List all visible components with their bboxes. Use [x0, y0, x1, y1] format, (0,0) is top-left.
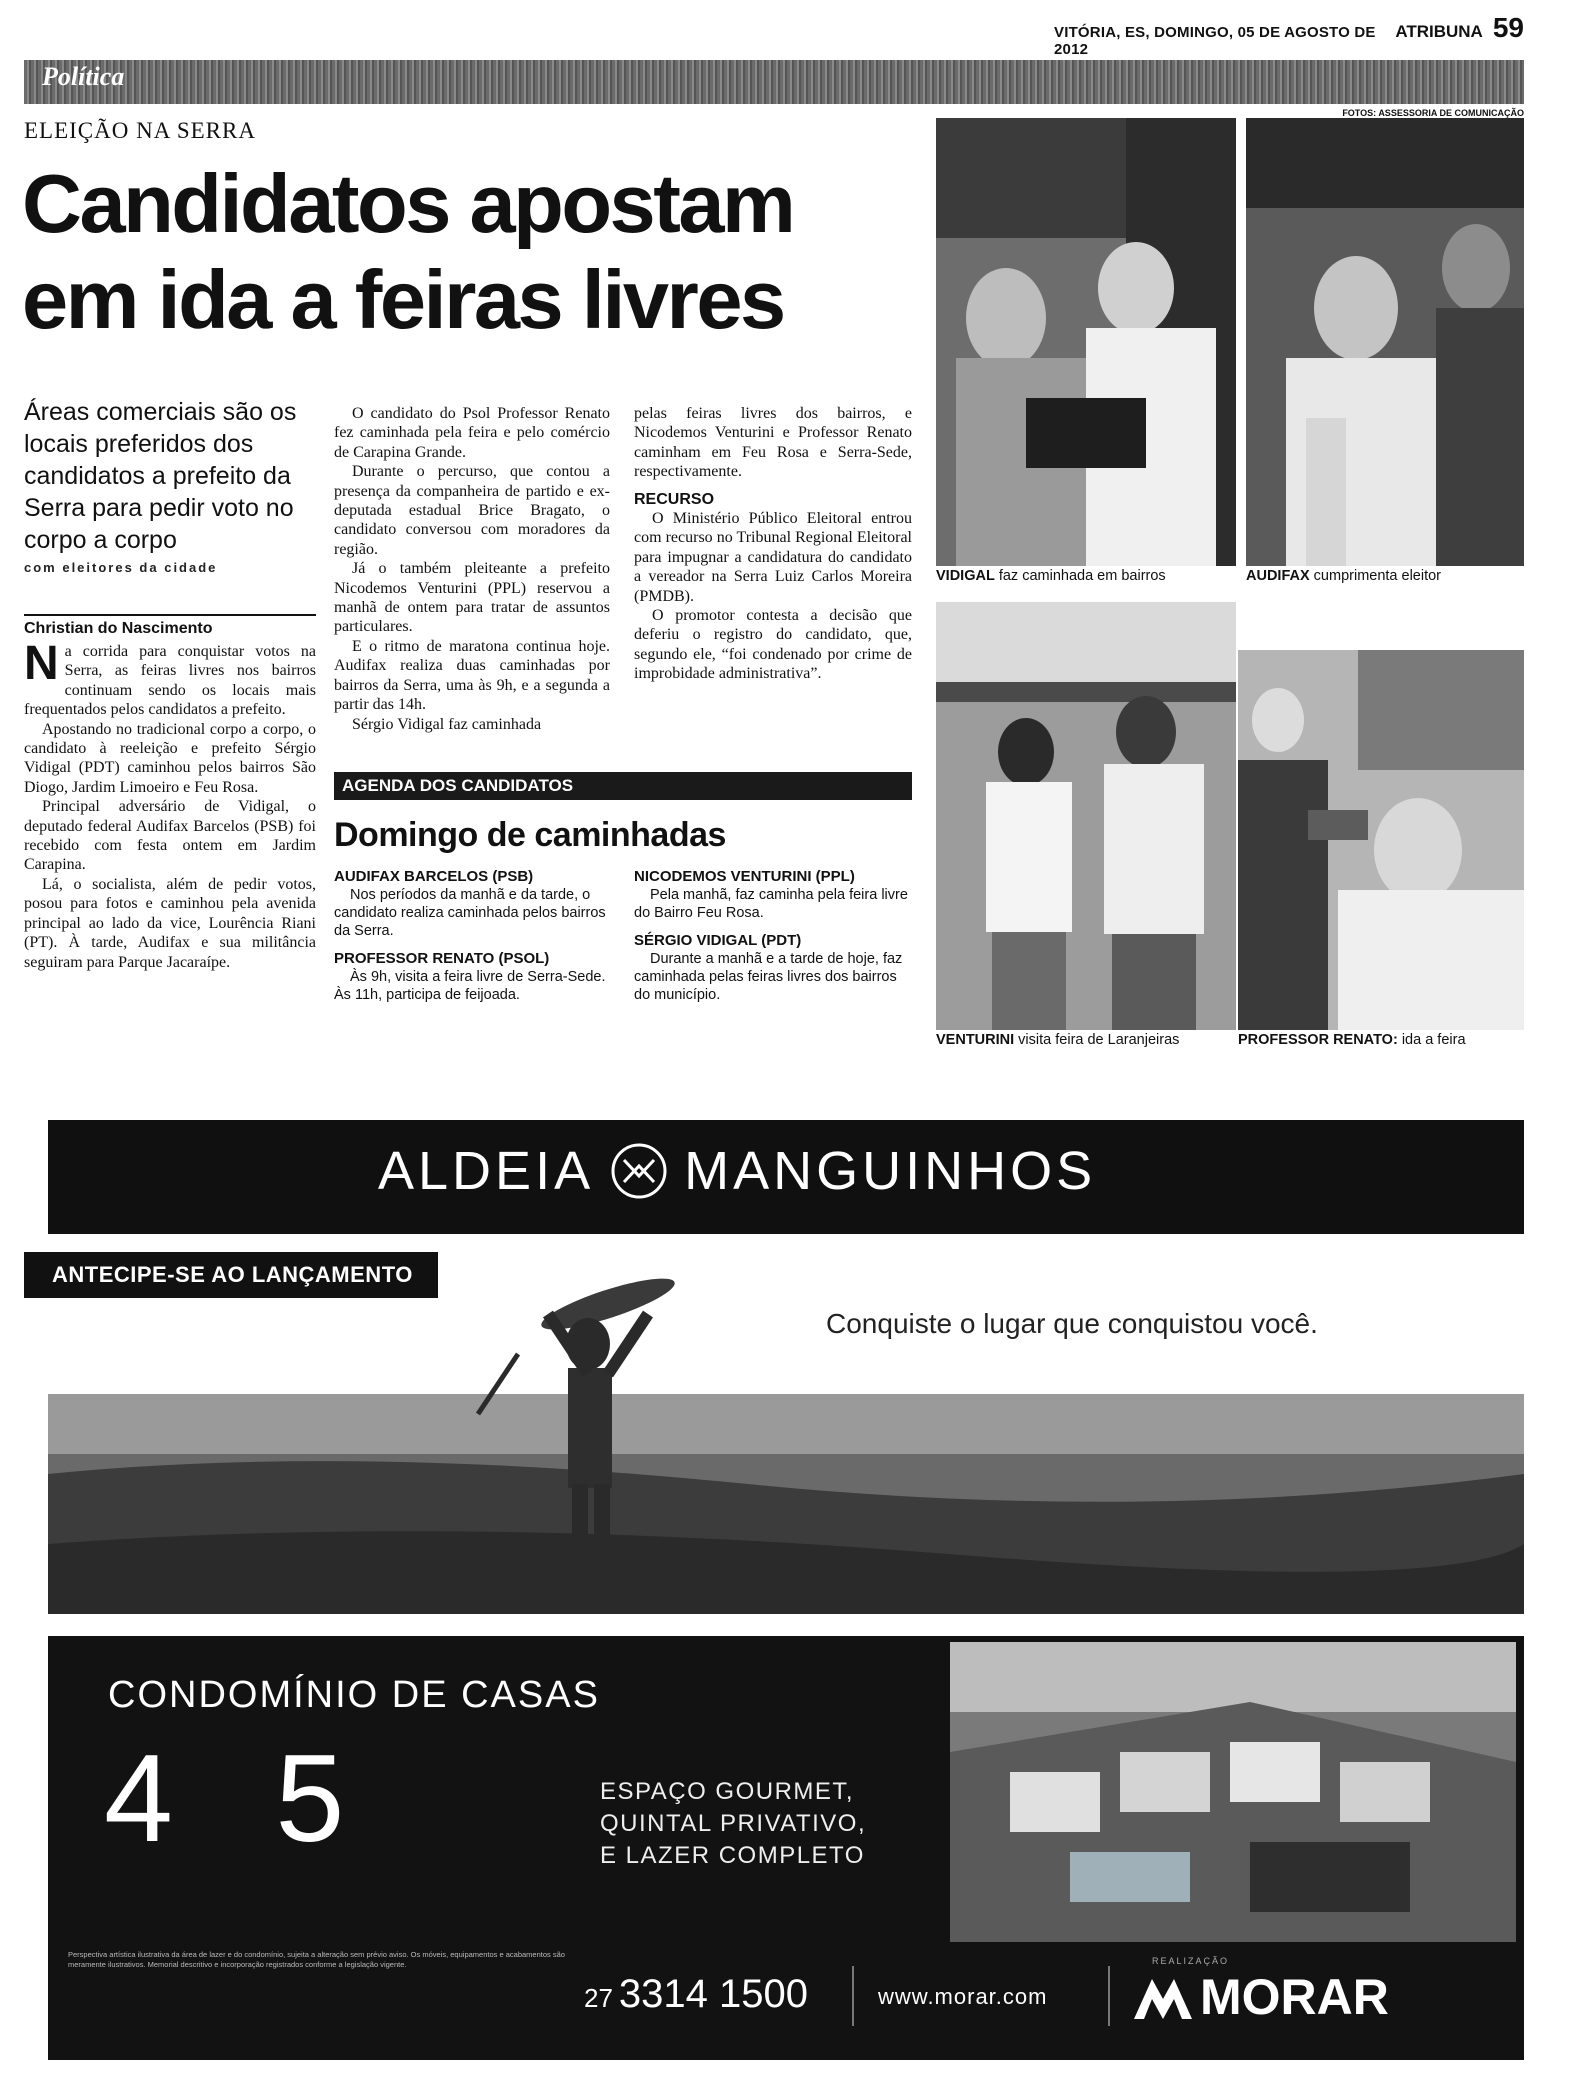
article-headline [22, 156, 942, 348]
ad-divider [1108, 1966, 1110, 2026]
ad-features [600, 1776, 866, 1872]
article-byline: Christian do Nascimento [24, 614, 316, 638]
agenda-text: Nos períodos da manhã e da tarde, o candidato realiza caminhada pelos bairros da Serra. [334, 887, 606, 939]
agenda-candidate: NICODEMOS VENTURINI (PPL) [634, 868, 855, 885]
paragraph: pelas feiras livres dos bairros, e Nicodemos Venturini e Professor Renato caminham em Feu Rosa e Serra-Sede, respectivamente. [634, 405, 912, 481]
agenda-text: Durante a manhã e a tarde de hoje, faz caminhada pelas feiras livres dos bairros do município. [634, 951, 903, 1003]
drop-cap: N [24, 637, 59, 690]
subheading: RECURSO [634, 490, 715, 508]
ad-builder-logo [1134, 1968, 1389, 2026]
photo-renato [1238, 650, 1524, 1030]
ad-builder-name: MORAR [1200, 1969, 1389, 2025]
photo-caption: PROFESSOR RENATO: ida a feira [1238, 1032, 1466, 1048]
ad-tag: ANTECIPE-SE AO LANÇAMENTO [24, 1252, 438, 1298]
agenda-item [634, 932, 912, 1004]
newspaper-name: ATRIBUNA [1395, 22, 1483, 41]
ad-bottom-panel [48, 1636, 1524, 2060]
paragraph: Principal adversário de Vidigal, o deputado federal Audifax Barcelos (PSB) foi recebido com festa ontem em Jardim Carapina. [24, 798, 316, 874]
headline-line-2: em ida a feiras livres [22, 253, 784, 346]
agenda-item [334, 950, 610, 1004]
ad-photo [48, 1244, 1524, 1614]
page-header [1054, 12, 1524, 58]
agenda-item [334, 868, 610, 940]
agenda-text: Pela manhã, faz caminha pela feira livre do Bairro Feu Rosa. [634, 887, 908, 921]
section-name: Política [42, 62, 125, 91]
article-column-2 [334, 404, 610, 734]
page-number: 59 [1492, 12, 1524, 43]
article-deck: Áreas comerciais são os locais preferidos dos candidatos a prefeito da Serra para pedir voto no corpo a corpo [24, 398, 297, 554]
ad-divider [852, 1966, 854, 2026]
paragraph: Apostando no tradicional corpo a corpo, o candidato à reeleição e prefeito Sérgio Vidigal (PDT) caminhou pelos bairros São Diogo, Jardim Limoeiro e Feu Rosa. [24, 720, 316, 796]
ad-fine-print: Perspectiva artística ilustrativa da área de lazer e do condomínio, sujeita a alteração sem prévio aviso. Os móveis, equipamentos e acabamentos são meramente ilustrativos. Memorial descritivo e incorporação registrados conforme a legislação vigente. [68, 1950, 565, 1969]
ad-bedrooms-number: 4 5 [104, 1730, 379, 1868]
ad-brand-left: ALDEIA [378, 1141, 595, 1201]
ad-phone [584, 1972, 808, 2017]
paragraph: Lá, o socialista, além de pedir votos, posou para fotos e caminhou pela avenida principal ao lado da vice, Lourência Riani (PT). À tarde, Audifax e sua militância seguiram para Parque Jacaraípe. [24, 875, 316, 971]
agenda-column-left [334, 868, 610, 1014]
paragraph: E o ritmo de maratona continua hoje. Audifax realiza duas caminhadas por bairros da Serra, uma às 9h, e a segunda a partir das 14h. [334, 637, 610, 714]
paragraph: Durante o percurso, que contou a presença da companheira de partido e ex-deputada estadual Brice Bragato, o candidato conversou com moradores da região. [334, 463, 610, 558]
headline-line-1: Candidatos apostam [22, 157, 794, 250]
photo-caption: VENTURINI visita feira de Laranjeiras [936, 1032, 1180, 1048]
agenda-item [634, 868, 912, 922]
agenda-candidate: SÉRGIO VIDIGAL (PDT) [634, 932, 802, 949]
paragraph: O candidato do Psol Professor Renato fez caminhada pela feira e pelo comércio de Carapina Grande. [334, 405, 610, 461]
photo-renato-image [1238, 650, 1524, 1030]
agenda-candidate: AUDIFAX BARCELOS (PSB) [334, 868, 534, 885]
photo-vidigal [936, 118, 1236, 566]
article-deck-tail: com eleitores da cidade [24, 560, 218, 575]
ad-slogan: Conquiste o lugar que conquistou você. [826, 1308, 1318, 1339]
article-kicker: ELEIÇÃO NA SERRA [24, 118, 256, 143]
photo-venturini-image [936, 602, 1236, 1030]
ad-aerial-image [950, 1642, 1516, 1942]
agenda-text: Às 9h, visita a feira livre de Serra-Sede. Às 11h, participa de feijoada. [334, 969, 606, 1003]
ad-feature: E LAZER COMPLETO [600, 1842, 865, 1869]
ad-website: www.morar.com [878, 1984, 1048, 2009]
paragraph: Na corrida para conquistar votos na Serra, as feiras livres nos bairros continuam sendo os locais mais frequentados pelos candidatos a prefeito. [24, 637, 316, 719]
ad-brand-right: MANGUINHOS [684, 1141, 1097, 1201]
paragraph: Sérgio Vidigal faz caminhada [352, 715, 542, 733]
ad-phone-number: 3314 1500 [618, 1972, 809, 2016]
photo-venturini [936, 602, 1236, 1030]
ad-feature: ESPAÇO GOURMET, [600, 1778, 855, 1805]
photo-audifax [1246, 118, 1524, 566]
ad-phone-area: 27 [584, 1983, 613, 2013]
photo-audifax-image [1246, 118, 1524, 566]
photo-credit: FOTOS: ASSESSORIA DE COMUNICAÇÃO [1342, 108, 1524, 118]
paragraph: Já o também pleiteante a prefeito Nicodemos Venturini (PPL) reservou a manhã de ontem para tratar de assuntos particulares. [334, 560, 610, 636]
article-column-3 [634, 404, 912, 684]
photo-vidigal-image [936, 118, 1236, 566]
ad-brand [378, 1140, 1096, 1202]
ad-condo-title: CONDOMÍNIO DE CASAS [108, 1674, 600, 1716]
paragraph: O promotor contesta a decisão que deferiu o registro do candidato, que, segundo ele, “foi condenado por crime de improbidade administrativa”. [634, 607, 912, 683]
paragraph: O Ministério Público Eleitoral entrou com recurso no Tribunal Regional Eleitoral para impugnar a candidatura do candidato a vereador na Serra Luiz Carlos Moreira (PMDB). [634, 510, 912, 605]
article-column-1 [24, 637, 316, 972]
ad-photo-image [48, 1244, 1524, 1614]
agenda-column-right [634, 868, 912, 1014]
agenda-bar: AGENDA DOS CANDIDATOS [334, 772, 912, 800]
agenda-candidate: PROFESSOR RENATO (PSOL) [334, 950, 550, 967]
ad-banner [48, 1120, 1524, 1234]
aldeia-logo-icon [610, 1142, 668, 1200]
dateline: VITÓRIA, ES, DOMINGO, 05 DE AGOSTO DE 2012 [1054, 24, 1376, 58]
section-bar [24, 60, 1524, 104]
agenda-title: Domingo de caminhadas [334, 816, 726, 854]
ad-feature: QUINTAL PRIVATIVO, [600, 1810, 867, 1837]
morar-logo-icon [1134, 1975, 1192, 2019]
ad-realizacao: REALIZAÇÃO [1152, 1956, 1230, 1966]
photo-caption: VIDIGAL faz caminhada em bairros [936, 568, 1166, 584]
photo-caption: AUDIFAX cumprimenta eleitor [1246, 568, 1442, 584]
